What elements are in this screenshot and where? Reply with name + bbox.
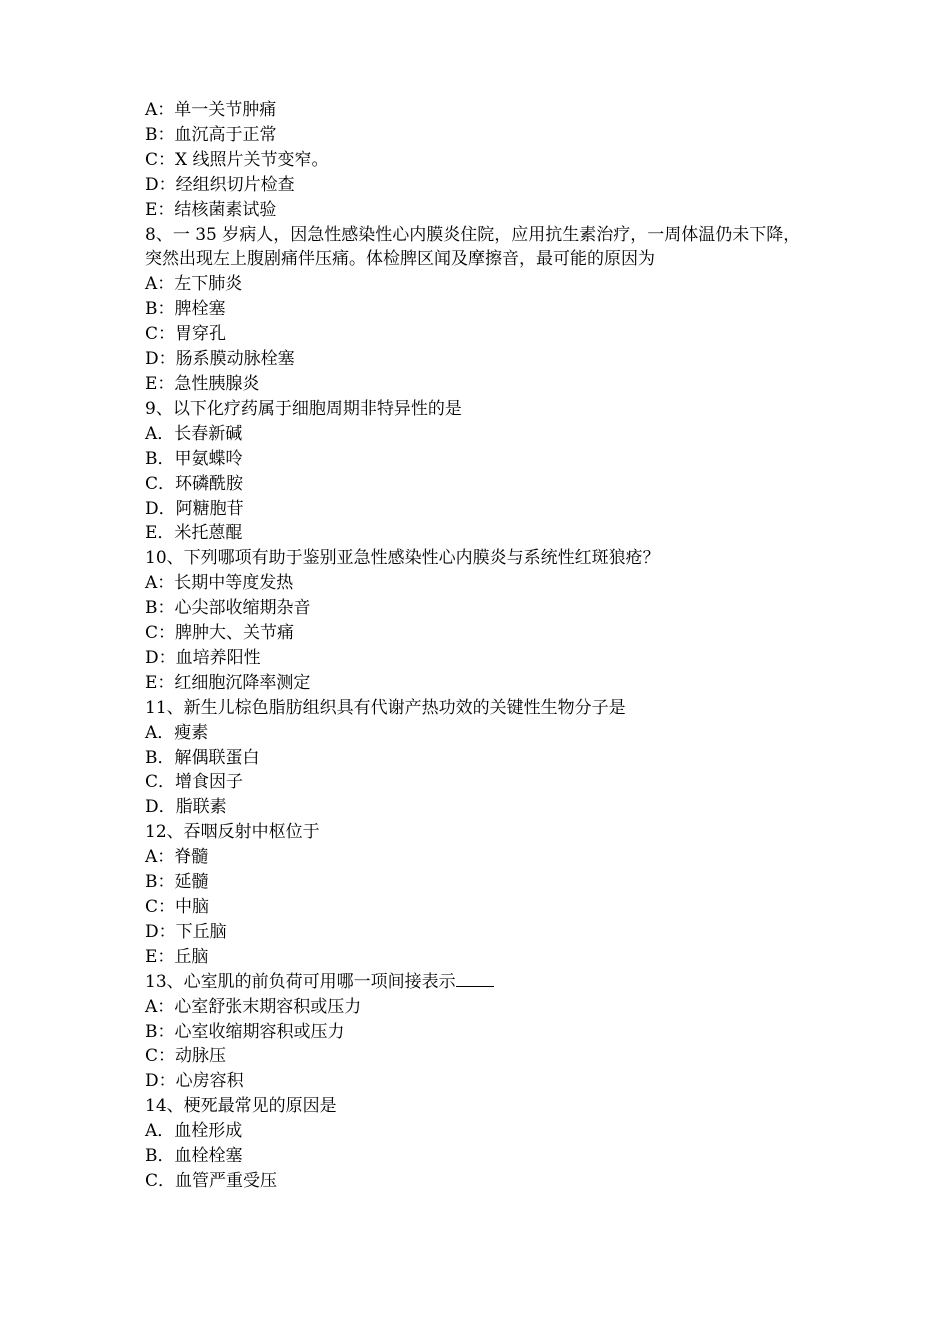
question-stem-text: 9、以下化疗药属于细胞周期非特异性的是 — [145, 398, 462, 419]
question-stem-text: 12、吞咽反射中枢位于 — [145, 822, 320, 843]
question-stem-text: 13、心室肌的前负荷可用哪一项间接表示 — [145, 971, 456, 992]
option-line: A．长春新碱 — [145, 423, 243, 444]
question-block — [145, 820, 817, 969]
question-block — [145, 970, 817, 1095]
question-stem — [145, 223, 817, 273]
option-line: D：肠系膜动脉栓塞 — [145, 349, 295, 370]
option-line: C：脾肿大、关节痛 — [145, 623, 295, 644]
option-line: E：急性胰腺炎 — [145, 373, 260, 394]
option-line: C：X 线照片关节变窄。 — [145, 149, 329, 170]
option-line: B：延髓 — [145, 872, 209, 893]
question-block — [145, 223, 817, 397]
option-line: A：脊髓 — [145, 847, 209, 868]
option-line: A：左下肺炎 — [145, 274, 243, 295]
questions-container — [145, 223, 817, 1194]
option-line: C．血管严重受压 — [145, 1170, 278, 1191]
option-line: B：心尖部收缩期杂音 — [145, 598, 311, 619]
question-stem — [145, 546, 817, 571]
question-stem — [145, 696, 817, 721]
option-line: A：单一关节肿痛 — [145, 100, 277, 120]
option-line: C：动脉压 — [145, 1046, 227, 1067]
option-line: B．解偶联蛋白 — [145, 747, 260, 768]
option-line: A：心室舒张末期容积或压力 — [145, 996, 362, 1017]
question-block — [145, 546, 817, 695]
question-stem — [145, 970, 817, 995]
option-line: E：结核菌素试验 — [145, 199, 277, 220]
previous-question-options — [145, 98, 817, 223]
option-line: A．瘦素 — [145, 722, 209, 743]
option-line: C．环磷酰胺 — [145, 473, 244, 494]
option-line: C：中脑 — [145, 897, 210, 917]
option-line: E．米托蒽醌 — [145, 523, 243, 544]
option-line: E：丘脑 — [145, 946, 209, 967]
option-line: D：血培养阳性 — [145, 647, 261, 668]
option-line: D：心房容积 — [145, 1071, 244, 1092]
option-line: B：心室收缩期容积或压力 — [145, 1021, 345, 1042]
question-stem-text: 10、下列哪项有助于鉴别亚急性感染性心内膜炎与系统性红斑狼疮？ — [145, 548, 660, 569]
option-line: B．甲氨蝶呤 — [145, 448, 243, 469]
question-stem-text: 11、新生儿棕色脂肪组织具有代谢产热功效的关键性生物分子是 — [145, 697, 626, 718]
answer-blank — [456, 972, 494, 987]
question-stem-text: 14、梗死最常见的原因是 — [145, 1096, 337, 1117]
question-stem — [145, 1094, 817, 1119]
option-line: A．血栓形成 — [145, 1121, 243, 1142]
option-line: A：长期中等度发热 — [145, 573, 294, 594]
question-block — [145, 1094, 817, 1194]
option-line: C：胃穿孔 — [145, 324, 227, 345]
option-line: E：红细胞沉降率测定 — [145, 672, 311, 693]
option-line: D．阿糖胞苷 — [145, 498, 244, 519]
question-block — [145, 696, 817, 821]
option-line: D：下丘脑 — [145, 921, 227, 942]
question-stem-text: 8、一 35 岁病人，因急性感染性心内膜炎住院，应用抗生素治疗，一周体温仍未下降，突然出现左上腹剧痛伴压痛。体检脾区闻及摩擦音，最可能的原因为 — [145, 224, 801, 270]
question-stem — [145, 820, 817, 845]
question-stem — [145, 397, 817, 422]
option-line: B：脾栓塞 — [145, 299, 226, 320]
option-line: D：经组织切片检查 — [145, 174, 295, 195]
option-line: B．血栓栓塞 — [145, 1146, 243, 1167]
option-line: D．脂联素 — [145, 797, 227, 818]
option-line: C．增食因子 — [145, 772, 244, 793]
question-block — [145, 397, 817, 546]
question-list — [145, 98, 817, 1194]
option-line: B：血沉高于正常 — [145, 124, 277, 145]
